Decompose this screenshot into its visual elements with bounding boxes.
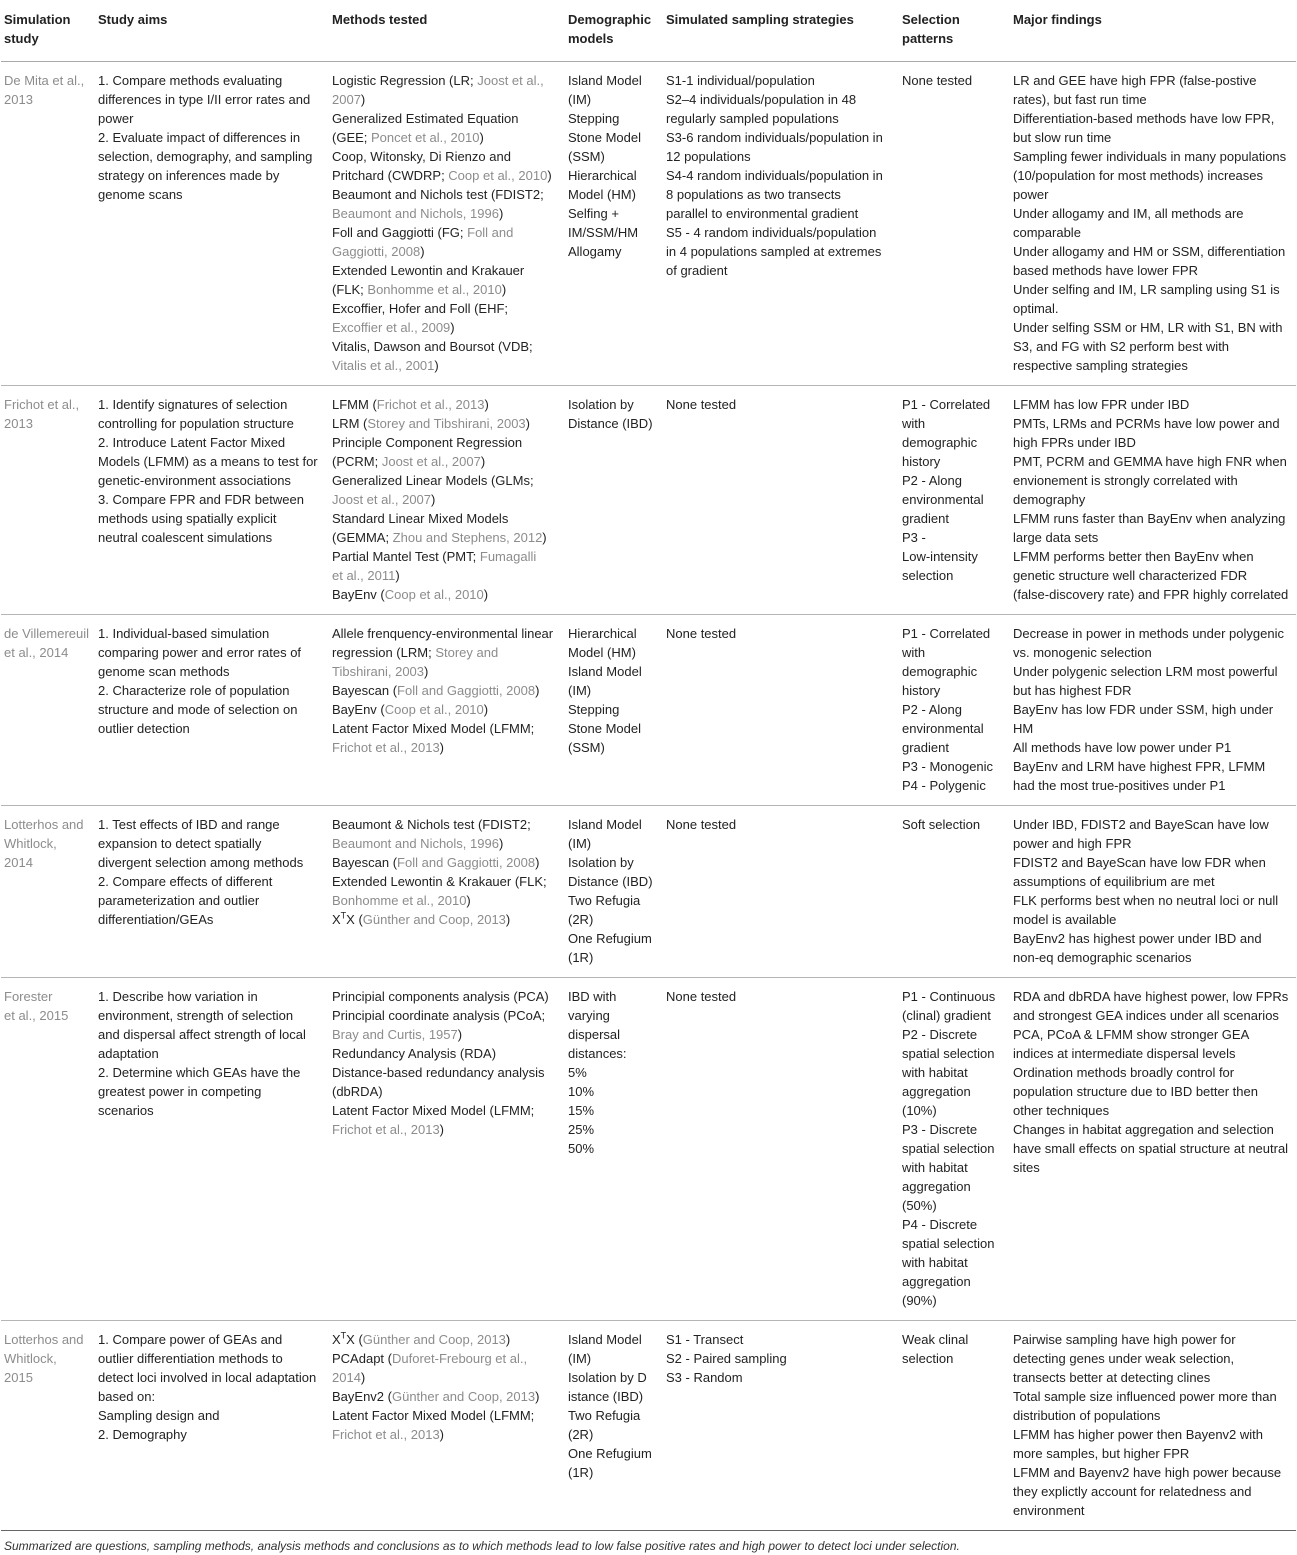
citation: Storey and <box>435 645 499 660</box>
citation: Coop et al., 2010 <box>384 702 484 717</box>
sampling-cell: None tested <box>663 806 899 978</box>
column-header: Study aims <box>95 0 329 62</box>
table-row <box>1 62 1296 386</box>
citation: Joost et al., <box>477 73 544 88</box>
models-cell: Hierarchical Model (HM) Island Model (IM) Stepping Stone Model (SSM) <box>565 615 663 806</box>
study-cell: Frichot et al., 2013 <box>1 386 95 615</box>
citation: Frichot et al., 2013 <box>332 1427 440 1442</box>
table-row <box>1 806 1296 978</box>
models-cell: Island Model (IM) Isolation by Distance (IBD) Two Refugia (2R) One Refugium (1R) <box>565 806 663 978</box>
column-header: Simulation study <box>1 0 95 62</box>
sampling-cell: None tested <box>663 978 899 1321</box>
citation: Günther and Coop, 2013 <box>391 1389 536 1404</box>
table-caption: Summarized are questions, sampling methods, analysis methods and conclusions as to which methods lead to low false positive rates and high power to detect loci under selection. <box>4 1539 960 1553</box>
sampling-cell: None tested <box>663 386 899 615</box>
column-header: Major findings <box>1010 0 1296 62</box>
citation: Bonhomme et al., 2010 <box>367 282 502 297</box>
methods-cell: Beaumont & Nichols test (FDIST2; Beaumont and Nichols, 1996) Bayescan (Foll and Gaggiotti, 2008) Extended Lewontin & Krakauer (FLK; Bonhomme et al., 2010) $X^TX$ (Günther and Coop, 2013) <box>329 806 565 978</box>
study-cell: Forester et al., 2015 <box>1 978 95 1321</box>
study-cell: De Mita et al., 2013 <box>1 62 95 386</box>
table-row <box>1 978 1296 1321</box>
aims-cell: 1. Test effects of IBD and range expansion to detect spatially divergent selection among methods 2. Compare effects of different parameterization and outlier differentiation/GEAs <box>95 806 329 978</box>
study-cell: Lotterhos and Whitlock, 2014 <box>1 806 95 978</box>
citation: Fumagalli <box>479 549 537 564</box>
citation: Vitalis et al., 2001 <box>332 358 435 373</box>
aims-cell: 1. Individual-based simulation comparing power and error rates of genome scan methods 2. Characterize role of population structure and mode of selection on outlier detection <box>95 615 329 806</box>
citation: Günther and Coop, 2013 <box>362 1332 506 1347</box>
citation: Frichot et al., 2013 <box>376 397 485 412</box>
sampling-cell: S1-1 individual/population S2–4 individuals/population in 48 regularly sampled populations S3-6 random individuals/population in 12 populations S4-4 random individuals/population in 8 populations as two transects parallel to environmental gradient S5 - 4 random individuals/population in 4 populations sampled at extremes of gradient <box>663 62 899 386</box>
models-cell: Island Model (IM) Stepping Stone Model (SSM) Hierarchical Model (HM) Selfing + IM/SSM/HM Allogamy <box>565 62 663 386</box>
citation: Joost et al., 2007 <box>381 454 481 469</box>
methods-cell: LFMM (Frichot et al., 2013) LRM (Storey and Tibshirani, 2003) Principle Component Regression (PCRM; Joost et al., 2007) Generalized Linear Models (GLMs; Joost et al., 2007) Standard Linear Mixed Models (GEMMA; Zhou and Stephens, 2012) Partial Mantel Test (PMT; Fumagalli et al., 2011) BayEnv (Coop et al., 2010) <box>329 386 565 615</box>
sampling-cell: S1 - Transect S2 - Paired sampling S3 - Random <box>663 1321 899 1531</box>
findings-cell: Under IBD, FDIST2 and BayeScan have low power and high FPR FDIST2 and BayeScan have low FDR when assumptions of equilibrium are met FLK performs best when no neutral loci or null model is available BayEnv2 has highest power under IBD and non-eq demographic scenarios <box>1010 806 1296 978</box>
citation: Bray and Curtis, 1957 <box>332 1027 458 1042</box>
findings-cell: RDA and dbRDA have highest power, low FPRs and strongest GEA indices under all scenarios PCA, PCoA & LFMM show stronger GEA indices at intermediate dispersal levels Ordination methods broadly control for population structure due to IBD better then other techniques Changes in habitat aggregation and selection have small effects on spatial structure at neutral sites <box>1010 978 1296 1321</box>
citation: Frichot et al., 2013 <box>332 740 440 755</box>
citation: Coop et al., 2010 <box>448 168 548 183</box>
citation: Poncet et al., 2010 <box>371 130 480 145</box>
citation: Joost et al., 2007 <box>332 492 432 507</box>
selection-cell: P1 - Continuous (clinal) gradient P2 - Discrete spatial selection with habitat aggregation (10%) P3 - Discrete spatial selection with habitat aggregation (50%) P4 - Discrete spatial selection with habitat aggregation (90%) <box>899 978 1010 1321</box>
aims-cell: 1. Describe how variation in environment, strength of selection and dispersal affect strength of local adaptation 2. Determine which GEAs have the greatest power in competing scenarios <box>95 978 329 1321</box>
citation: Foll and <box>467 225 514 240</box>
aims-cell: 1. Compare methods evaluating differences in type I/II error rates and power 2. Evaluate impact of differences in selection, demography, and sampling strategy on inferences made by genome scans <box>95 62 329 386</box>
citation: Zhou and Stephens, 2012 <box>392 530 543 545</box>
citation: Gaggiotti, 2008 <box>332 244 421 259</box>
selection-cell: P1 - Correlated with demographic history P2 - Along environmental gradient P3 - Low-intensity selection <box>899 386 1010 615</box>
citation: Duforet-Frebourg et al., <box>391 1351 528 1366</box>
table-row <box>1 1321 1296 1531</box>
citation: Coop et al., 2010 <box>384 587 484 602</box>
selection-cell: None tested <box>899 62 1010 386</box>
column-header: Demographic models <box>565 0 663 62</box>
methods-cell: Allele frenquency-environmental linear regression (LRM; Storey and Tibshirani, 2003) Bayescan (Foll and Gaggiotti, 2008) BayEnv (Coop et al., 2010) Latent Factor Mixed Model (LFMM; Frichot et al., 2013) <box>329 615 565 806</box>
findings-cell: Decrease in power in methods under polygenic vs. monogenic selection Under polygenic selection LRM most powerful but has highest FDR BayEnv has low FDR under SSM, high under HM All methods have low power under P1 BayEnv and LRM have highest FPR, LFMM had the most true-positives under P1 <box>1010 615 1296 806</box>
table-header-row <box>1 0 1296 62</box>
citation: Foll and Gaggiotti, 2008 <box>397 683 536 698</box>
table-body <box>1 62 1296 1531</box>
citation: 2014 <box>332 1370 361 1385</box>
aims-cell: 1. Compare power of GEAs and outlier differentiation methods to detect loci involved in local adaptation based on: Sampling design and 2. Demography <box>95 1321 329 1531</box>
findings-cell: Pairwise sampling have high power for detecting genes under weak selection, transects better at detecting clines Total sample size influenced power more than distribution of populations LFMM has higher power then Bayenv2 with more samples, but higher FPR LFMM and Bayenv2 have high power because they explictly account for relatedness and environment <box>1010 1321 1296 1531</box>
citation: Foll and Gaggiotti, 2008 <box>397 855 536 870</box>
table-row <box>1 615 1296 806</box>
table-row <box>1 386 1296 615</box>
methods-cell: $X^TX$ (Günther and Coop, 2013) PCAdapt (Duforet-Frebourg et al., 2014) BayEnv2 (Günther and Coop, 2013) Latent Factor Mixed Model (LFMM; Frichot et al., 2013) <box>329 1321 565 1531</box>
methods-cell: Principial components analysis (PCA) Principial coordinate analysis (PCoA; Bray and Curtis, 1957) Redundancy Analysis (RDA) Distance-based redundancy analysis (dbRDA) Latent Factor Mixed Model (LFMM; Frichot et al., 2013) <box>329 978 565 1321</box>
findings-cell: LFMM has low FPR under IBD PMTs, LRMs and PCRMs have low power and high FPRs under IBD PMT, PCRM and GEMMA have high FNR when envionement is strongly correlated with demography LFMM runs faster than BayEnv when analyzing large data sets LFMM performs better then BayEnv when genetic structure well characterized FDR (false-discovery rate) and FPR highly correlated <box>1010 386 1296 615</box>
selection-cell: P1 - Correlated with demographic history P2 - Along environmental gradient P3 - Monogenic P4 - Polygenic <box>899 615 1010 806</box>
study-cell: Lotterhos and Whitlock, 2015 <box>1 1321 95 1531</box>
citation: Beaumont and Nichols, 1996 <box>332 206 499 221</box>
sampling-cell: None tested <box>663 615 899 806</box>
citation: 2007 <box>332 92 361 107</box>
citation: Tibshirani, 2003 <box>332 664 425 679</box>
models-cell: Isolation by Distance (IBD) <box>565 386 663 615</box>
column-header: Selection patterns <box>899 0 1010 62</box>
column-header: Methods tested <box>329 0 565 62</box>
findings-cell: LR and GEE have high FPR (false-postive rates), but fast run time Differentiation-based methods have low FPR, but slow run time Sampling fewer individuals in many populations (10/population for most methods) increases power Under allogamy and IM, all methods are comparable Under allogamy and HM or SSM, differentiation based methods have lower FPR Under selfing and IM, LR sampling using S1 is optimal. Under selfing SSM or HM, LR with S1, BN with S3, and FG with S2 perform best with respective sampling strategies <box>1010 62 1296 386</box>
column-header: Simulated sampling strategies <box>663 0 899 62</box>
citation: Günther and Coop, 2013 <box>362 912 506 927</box>
methods-cell: Logistic Regression (LR; Joost et al., 2007) Generalized Estimated Equation (GEE; Poncet et al., 2010) Coop, Witonsky, Di Rienzo and Pritchard (CWDRP; Coop et al., 2010) Beaumont and Nichols test (FDIST2; Beaumont and Nichols, 1996) Foll and Gaggiotti (FG; Foll and Gaggiotti, 2008) Extended Lewontin and Krakauer (FLK; Bonhomme et al., 2010) Excoffier, Hofer and Foll (EHF; Excoffier et al., 2009) Vitalis, Dawson and Boursot (VDB; Vitalis et al., 2001) <box>329 62 565 386</box>
study-cell: de Villemereuil et al., 2014 <box>1 615 95 806</box>
models-cell: Island Model (IM) Isolation by D istance (IBD) Two Refugia (2R) One Refugium (1R) <box>565 1321 663 1531</box>
aims-cell: 1. Identify signatures of selection controlling for population structure 2. Introduce Latent Factor Mixed Models (LFMM) as a means to test for genetic-environment associations 3. Compare FPR and FDR between methods using spatially explicit neutral coalescent simulations <box>95 386 329 615</box>
citation: Excoffier et al., 2009 <box>332 320 451 335</box>
simulation-studies-table <box>1 0 1296 1531</box>
citation: Bonhomme et al., 2010 <box>332 893 467 908</box>
selection-cell: Weak clinal selection <box>899 1321 1010 1531</box>
citation: Frichot et al., 2013 <box>332 1122 440 1137</box>
models-cell: IBD with varying dispersal distances: 5% 10% 15% 25% 50% <box>565 978 663 1321</box>
selection-cell: Soft selection <box>899 806 1010 978</box>
citation: et al., 2011 <box>332 568 396 583</box>
citation: Storey and Tibshirani, 2003 <box>367 416 526 431</box>
citation: Beaumont and Nichols, 1996 <box>332 836 499 851</box>
